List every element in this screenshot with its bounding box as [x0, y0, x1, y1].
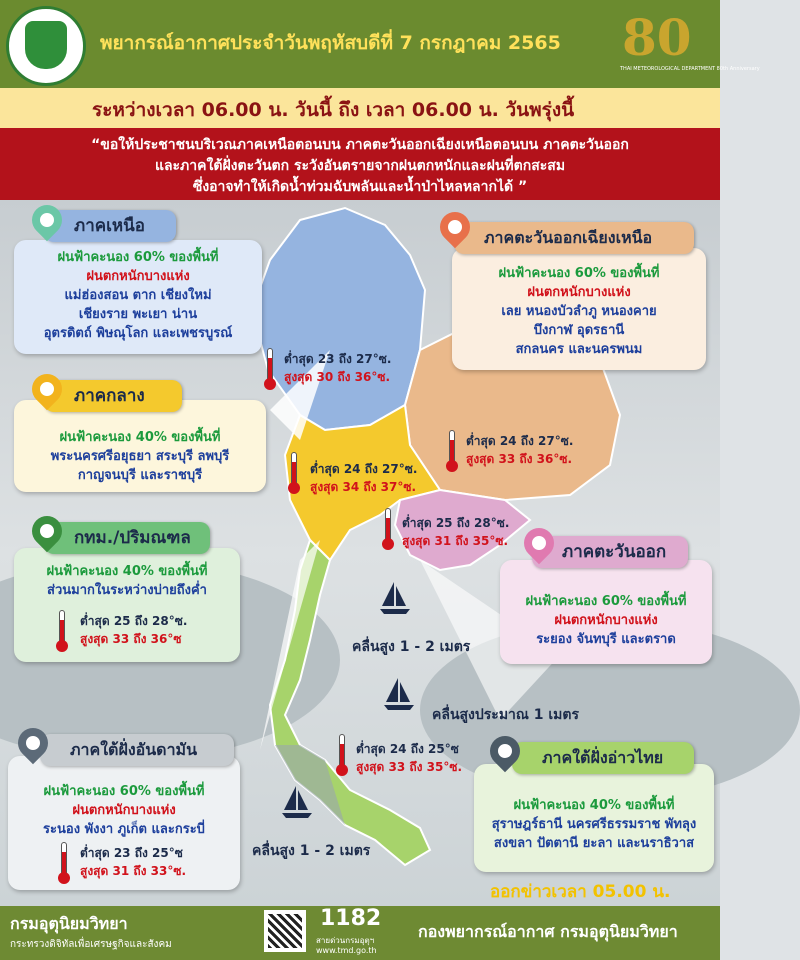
thermometer-icon — [382, 508, 394, 550]
central-temp-high: สูงสุด 34 ถึง 37°ซ. — [310, 480, 417, 494]
east-rain: ฝนฟ้าคะนอง 60% ของพื้นที่ — [525, 594, 687, 609]
region-north-shape — [252, 208, 425, 430]
website-link[interactable]: www.tmd.go.th — [316, 946, 377, 955]
north-heavy-rain: ฝนตกหนักบางแห่ง — [86, 269, 190, 284]
region-east-panel — [500, 560, 712, 664]
northeast-rain: ฝนฟ้าคะนอง 60% ของพื้นที่ — [498, 266, 660, 281]
northeast-temp-low: ต่ำสุด 24 ถึง 27°ซ. — [466, 434, 574, 448]
north-temperature — [284, 350, 391, 386]
bangkok-temp-high: สูงสุด 33 ถึง 36°ซ — [80, 632, 182, 646]
wave-gulf-upper: คลื่นสูง 1 - 2 เมตร — [352, 639, 471, 655]
south-east-area-line-1: สุราษฎร์ธานี นครศรีธรรมราช พัทลุง — [491, 817, 697, 832]
northeast-temp-high: สูงสุด 33 ถึง 36°ซ. — [466, 452, 573, 466]
east-temp-low: ต่ำสุด 25 ถึง 28°ซ. — [402, 516, 510, 530]
thermometer-icon — [446, 430, 458, 472]
north-area-line-3: อุตรดิตถ์ พิษณุโลก และเพชรบูรณ์ — [43, 326, 233, 341]
anniversary-number: 80 — [622, 8, 692, 67]
central-temp-low: ต่ำสุด 24 ถึง 27°ซ. — [310, 462, 418, 476]
region-south-west-label: ภาคใต้ฝั่งอันดามัน — [40, 734, 234, 766]
east-temp-high: สูงสุด 31 ถึง 35°ซ. — [402, 534, 509, 548]
thermometer-icon — [56, 610, 68, 652]
region-bangkok-label: กทม./ปริมณฑล — [44, 522, 210, 554]
south-west-area-line-1: ระนอง พังงา ภูเก็ต และกระบี่ — [43, 822, 205, 837]
northeast-heavy-rain: ฝนตกหนักบางแห่ง — [527, 285, 631, 300]
thermometer-icon — [264, 348, 276, 390]
bangkok-rain: ฝนฟ้าคะนอง 40% ของพื้นที่ — [46, 564, 208, 579]
hotline-number: 1182 — [320, 906, 382, 931]
central-area-line-1: พระนครศรีอยุธยา สระบุรี ลพบุรี — [50, 449, 230, 464]
region-north-label: ภาคเหนือ — [44, 210, 176, 242]
sailboat-icon — [380, 674, 420, 714]
south-west-temp-low: ต่ำสุด 23 ถึง 25°ซ — [80, 846, 183, 860]
south-east-temperature — [356, 740, 462, 776]
warning-line-1: “ขอให้ประชาชนบริเวณภาคเหนือตอนบน ภาคตะวันออกเฉียงเหนือตอนบน ภาคตะวันออก — [91, 137, 629, 153]
north-area-line-1: แม่ฮ่องสอน ตาก เชียงใหม่ — [64, 288, 212, 303]
region-central-label: ภาคกลาง — [44, 380, 182, 412]
bangkok-temp-low: ต่ำสุด 25 ถึง 28°ซ. — [80, 614, 188, 628]
warning-line-3: ซึ่งอาจทำให้เกิดน้ำท่วมฉับพลันและน้ำป่าไหลหลากได้ ” — [192, 179, 528, 195]
footer-department: กรมอุตุนิยมวิทยา — [10, 914, 128, 933]
north-rain: ฝนฟ้าคะนอง 60% ของพื้นที่ — [57, 250, 219, 265]
north-area-line-2: เชียงราย พะเยา น่าน — [78, 307, 198, 322]
south-west-temperature — [80, 844, 186, 880]
sailboat-icon — [278, 782, 318, 822]
east-heavy-rain: ฝนตกหนักบางแห่ง — [554, 613, 658, 628]
region-south-east-panel — [474, 764, 714, 872]
region-north-panel — [14, 240, 262, 354]
south-west-temp-high: สูงสุด 31 ถึง 33°ซ. — [80, 864, 187, 878]
northeast-area-line-3: สกลนคร และนครพนม — [515, 342, 643, 357]
anniversary-caption: THAI METEOROLOGICAL DEPARTMENT 80th Anniversary — [620, 66, 760, 72]
footer-ministry: กระทรวงดิจิทัลเพื่อเศรษฐกิจและสังคม — [10, 939, 172, 950]
east-temperature — [402, 514, 509, 550]
east-area-line-1: ระยอง จันทบุรี และตราด — [536, 632, 676, 647]
wave-gulf-lower: คลื่นสูงประมาณ 1 เมตร — [432, 707, 580, 723]
callout-connector-south-west — [260, 540, 320, 750]
page-title: พยากรณ์อากาศประจำวันพฤหัสบดีที่ 7 กรกฎาคม 2565 — [100, 32, 561, 54]
north-temp-low: ต่ำสุด 23 ถึง 27°ซ. — [284, 352, 392, 366]
northeast-temperature — [466, 432, 573, 468]
bangkok-area-line-1: ส่วนมากในระหว่างบ่ายถึงค่ำ — [47, 583, 207, 598]
warning-line-2: และภาคใต้ฝั่งตะวันตก ระวังอันตรายจากฝนตกหนักและฝนที่ตกสะสม — [154, 158, 566, 174]
region-central-panel — [14, 400, 266, 492]
northeast-area-line-2: บึงกาฬ อุดรธานี — [533, 323, 625, 338]
footer-forecast-division: กองพยากรณ์อากาศ กรมอุตุนิยมวิทยา — [418, 922, 678, 941]
central-temperature — [310, 460, 417, 496]
wave-andaman: คลื่นสูง 1 - 2 เมตร — [252, 843, 371, 859]
anniversary-logo — [620, 8, 760, 84]
qr-code-icon[interactable] — [264, 910, 306, 952]
bangkok-temperature — [80, 612, 187, 648]
issued-time: ออกข่าวเวลา 05.00 น. — [490, 882, 671, 902]
thermometer-icon — [336, 734, 348, 776]
region-south-east-label: ภาคใต้ฝั่งอ่าวไทย — [512, 742, 694, 774]
north-temp-high: สูงสุด 30 ถึง 36°ซ. — [284, 370, 391, 384]
south-west-heavy-rain: ฝนตกหนักบางแห่ง — [72, 803, 176, 818]
south-east-area-line-2: สงขลา ปัตตานี ยะลา และนราธิวาส — [493, 836, 695, 851]
sailboat-icon — [376, 578, 416, 618]
central-area-line-2: กาญจนบุรี และราชบุรี — [77, 468, 203, 483]
region-northeast-panel — [452, 248, 706, 370]
south-east-temp-low: ต่ำสุด 24 ถึง 25°ซ — [356, 742, 459, 756]
south-west-rain: ฝนฟ้าคะนอง 60% ของพื้นที่ — [43, 784, 205, 799]
thermometer-icon — [58, 842, 70, 884]
south-east-rain: ฝนฟ้าคะนอง 40% ของพื้นที่ — [513, 798, 675, 813]
northeast-area-line-1: เลย หนองบัวลำภู หนองคาย — [501, 304, 657, 319]
region-northeast-label: ภาคตะวันออกเฉียงเหนือ — [454, 222, 694, 254]
department-logo — [6, 6, 86, 86]
region-east-label: ภาคตะวันออก — [532, 536, 688, 568]
south-east-temp-high: สูงสุด 33 ถึง 35°ซ. — [356, 760, 463, 774]
central-rain: ฝนฟ้าคะนอง 40% ของพื้นที่ — [59, 430, 221, 445]
forecast-period: ระหว่างเวลา 06.00 น. วันนี้ ถึง เวลา 06.00 น. วันพรุ่งนี้ — [92, 99, 575, 121]
hotline-caption: สายด่วนกรมอุตุฯ — [316, 936, 375, 945]
thermometer-icon — [288, 452, 300, 494]
